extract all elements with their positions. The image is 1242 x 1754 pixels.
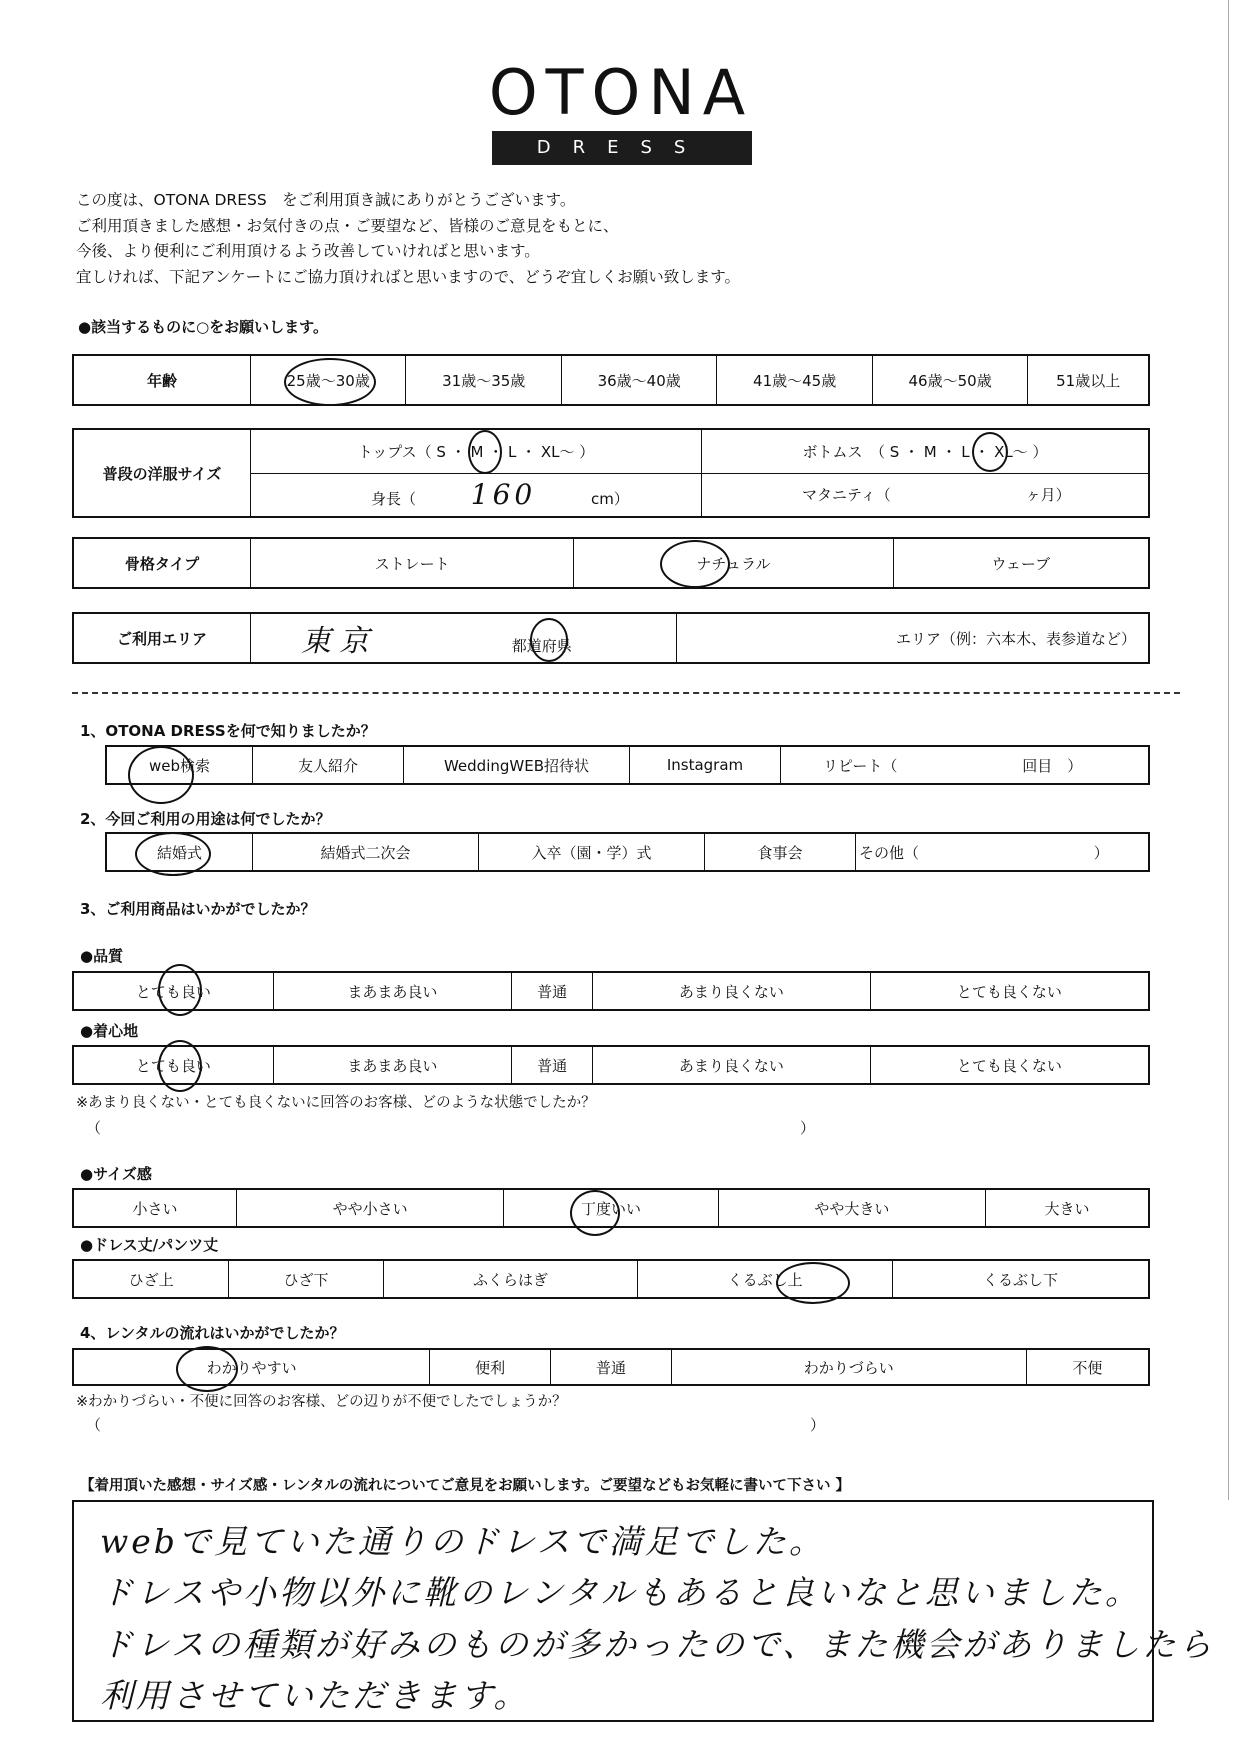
selected-circle-q1 [128, 746, 194, 804]
intro-text [76, 188, 740, 290]
q1-title: 1、OTONA DRESSを何で知りましたか？ [80, 722, 376, 740]
comfort-option[interactable]: まあまあ良い [273, 1046, 511, 1084]
quality-option[interactable]: とても良い [73, 972, 273, 1010]
comfort-option[interactable]: あまり良くない [593, 1046, 870, 1084]
q2-other-field[interactable] [856, 833, 1150, 871]
area-label: ご利用エリア [73, 613, 251, 663]
q1-option[interactable]: web検索 [106, 746, 253, 784]
age-option[interactable]: 25歳〜30歳 [251, 355, 406, 405]
q2-other-close: ） [1093, 843, 1109, 862]
quality-option[interactable]: まあまあ良い [273, 972, 511, 1010]
comfort-note-close: ） [800, 1119, 816, 1137]
selected-circle-bottoms [972, 432, 1008, 472]
q2-other-label: その他（ [859, 843, 920, 862]
intro-line: ご利用頂きました感想・お気付きの点・ご要望など、皆様のご意見をもとに、 [76, 216, 619, 235]
q4-option[interactable]: わかりやすい [73, 1349, 430, 1385]
age-option[interactable]: 51歳以上 [1028, 355, 1149, 405]
age-option[interactable]: 36歳〜40歳 [561, 355, 716, 405]
selected-circle-q2 [135, 832, 211, 876]
selected-circle-fit [570, 1190, 620, 1236]
quality-option[interactable]: とても良くない [870, 972, 1149, 1010]
logo-dress-bar: DRESS [492, 131, 752, 165]
q1-repeat-label: リピート（ [823, 756, 898, 775]
q4-option[interactable]: 不便 [1026, 1349, 1149, 1385]
q4-option[interactable]: 便利 [430, 1349, 551, 1385]
q2-title: 2、今回ご利用の用途は何でしたか？ [80, 810, 331, 828]
divider-dashed [72, 692, 1180, 694]
height-label: 身長（ [371, 490, 417, 509]
height-unit: cm） [591, 490, 629, 509]
frame-table [72, 537, 1150, 589]
length-label: ●ドレス丈/パンツ丈 [80, 1236, 219, 1254]
comfort-option[interactable]: 普通 [511, 1046, 592, 1084]
page-edge-line [1228, 0, 1229, 1500]
frame-label: 骨格タイプ [73, 538, 251, 588]
comment-line: 利用させていただきます。 [100, 1676, 530, 1715]
maternity-label: マタニティ（ [802, 486, 891, 505]
fit-option[interactable]: やや大きい [718, 1189, 985, 1227]
q1-table [105, 745, 1150, 785]
q1-option[interactable]: Instagram [630, 746, 781, 784]
comment-line: webで見ていた通りのドレスで満足でした。 [100, 1522, 825, 1561]
height-field[interactable] [251, 473, 702, 517]
age-label: 年齢 [73, 355, 251, 405]
selected-circle-area [530, 618, 568, 662]
length-option[interactable]: くるぶし下 [893, 1260, 1149, 1298]
q1-option[interactable]: 友人紹介 [253, 746, 404, 784]
fit-option[interactable]: 大きい [985, 1189, 1149, 1227]
frame-option[interactable]: ナチュラル [574, 538, 893, 588]
intro-line: この度は、OTONA DRESS をご利用頂き誠にありがとうございます。 [76, 191, 576, 209]
size-label: 普段の洋服サイズ [73, 429, 251, 517]
quality-option[interactable]: あまり良くない [593, 972, 870, 1010]
tops-size[interactable]: トップス（ S ・ M ・ L ・ XL〜 ） [251, 429, 702, 473]
comfort-label: ●着心地 [80, 1022, 139, 1040]
length-option[interactable]: ひざ上 [73, 1260, 229, 1298]
q3-title: 3、ご利用商品はいかがでしたか？ [80, 900, 316, 918]
q2-option[interactable]: 結婚式 [106, 833, 253, 871]
bottoms-size[interactable]: ボトムス （ S ・ M ・ L ・ XL〜 ） [702, 429, 1150, 473]
selected-circle-age [284, 358, 376, 406]
quality-table [72, 971, 1150, 1011]
q2-option[interactable]: 入卒（園・学）式 [479, 833, 705, 871]
height-value: 160 [470, 478, 537, 512]
selected-circle-comfort [158, 1040, 202, 1092]
length-table [72, 1259, 1150, 1299]
fit-option[interactable]: やや小さい [237, 1189, 504, 1227]
comfort-option[interactable]: とても良くない [870, 1046, 1149, 1084]
selected-circle-length [776, 1262, 850, 1304]
comfort-table [72, 1045, 1150, 1085]
selected-circle-frame [660, 540, 730, 588]
q1-option[interactable]: WeddingWEB招待状 [404, 746, 630, 784]
q4-note-close: ） [810, 1416, 826, 1434]
maternity-field[interactable] [702, 473, 1150, 517]
fit-option[interactable]: 丁度いい [504, 1189, 718, 1227]
q2-option[interactable]: 結婚式二次会 [253, 833, 479, 871]
length-option[interactable]: くるぶし上 [638, 1260, 893, 1298]
comfort-note-open: （ [86, 1119, 102, 1137]
q1-repeat-field[interactable] [781, 746, 1150, 784]
q4-note-open: （ [86, 1416, 102, 1434]
comment-line: ドレスの種類が好みのものが多かったので、また機会がありましたら [100, 1625, 1215, 1664]
q2-table [105, 832, 1150, 872]
intro-line: 宜しければ、下記アンケートにご協力頂ければと思いますので、どうぞ宜しくお願い致します。 [76, 267, 741, 286]
selected-circle-quality [158, 964, 202, 1016]
instruction-label: ●該当するものに○をお願いします。 [78, 318, 328, 336]
area-table [72, 612, 1150, 664]
fit-label: ●サイズ感 [80, 1165, 152, 1183]
comment-line: ドレスや小物以外に靴のレンタルもあると良いなと思いました。 [100, 1573, 1141, 1612]
area-pref-field[interactable] [251, 613, 677, 663]
area-example-field[interactable]: エリア（例：六本木、表参道など） [677, 613, 1150, 663]
logo-otona: OTONA [488, 56, 754, 129]
comfort-note: ※あまり良くない・とても良くないに回答のお客様、どのような状態でしたか？ [76, 1095, 596, 1111]
quality-label: ●品質 [80, 947, 124, 965]
intro-line: 今後、より便利にご利用頂けるよう改善していければと思います。 [76, 242, 540, 260]
frame-option[interactable]: ストレート [251, 538, 574, 588]
frame-option[interactable]: ウェーブ [893, 538, 1149, 588]
area-pref-label: 都道府県 [511, 637, 572, 655]
maternity-unit: ヶ月） [1025, 486, 1071, 505]
q4-note: ※わかりづらい・不便に回答のお客様、どの辺りが不便でしたでしょうか？ [76, 1394, 567, 1410]
comment-title: 【着用頂いた感想・サイズ感・レンタルの流れについてご意見をお願いします。ご要望などもお気軽に書いて下さい 】 [80, 1478, 850, 1494]
q2-option[interactable]: 食事会 [705, 833, 856, 871]
quality-option[interactable]: 普通 [511, 972, 592, 1010]
age-option[interactable]: 46歳〜50歳 [872, 355, 1027, 405]
length-option[interactable]: ひざ下 [229, 1260, 383, 1298]
q4-title: 4、レンタルの流れはいかがでしたか？ [80, 1324, 345, 1342]
age-option[interactable]: 41歳〜45歳 [717, 355, 872, 405]
area-value: 東京 [301, 624, 377, 659]
selected-circle-q4 [176, 1346, 238, 1392]
fit-option[interactable]: 小さい [73, 1189, 237, 1227]
comfort-option[interactable]: とても良い [73, 1046, 273, 1084]
q4-option[interactable]: 普通 [551, 1349, 672, 1385]
selected-circle-tops [468, 430, 502, 474]
age-table [72, 354, 1150, 406]
age-option[interactable]: 31歳〜35歳 [406, 355, 561, 405]
q1-repeat-unit: 回目 ） [1022, 756, 1083, 775]
length-option[interactable]: ふくらはぎ [383, 1260, 638, 1298]
q4-option[interactable]: わかりづらい [671, 1349, 1026, 1385]
